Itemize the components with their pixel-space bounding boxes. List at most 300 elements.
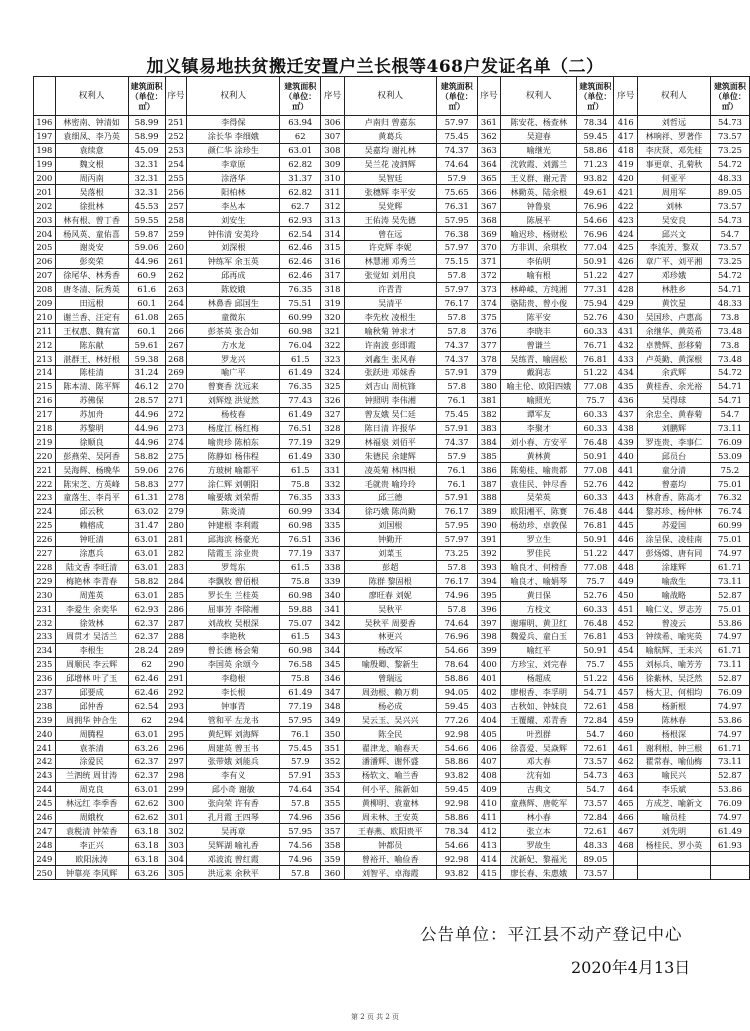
cell-area: 62.7 [280,199,321,213]
cell-seq: 334 [321,504,345,518]
page-number: 第 2 页 共 2 页 [350,1013,400,1021]
cell-seq: 440 [614,449,638,463]
cell-name: 屈事芳 李除湘 [187,602,280,616]
cell-seq: 432 [614,338,638,352]
table-row [34,504,750,518]
cell-seq: 199 [34,157,56,171]
cell-area: 61.6 [128,282,165,296]
cell-area: 62.62 [128,796,165,810]
cell-area: 62.82 [280,157,321,171]
cell-name [638,866,711,880]
cell-seq: 285 [165,588,187,602]
cell-area: 45.09 [128,143,165,157]
cell-name: 曾嘉均 [638,477,711,491]
cell-area: 76.48 [577,504,614,518]
cell-seq: 267 [165,338,187,352]
cell-seq: 466 [614,810,638,824]
cell-area: 44.96 [128,407,165,421]
cell-seq: 230 [34,588,56,602]
cell-area: 73.57 [577,754,614,768]
table-row [34,838,750,852]
cell-seq: 433 [614,352,638,366]
cell-name: 王覆耀、邓青香 [501,713,577,727]
header-area: 建筑面积（单位：㎡） [436,77,477,116]
table-row [34,185,750,199]
cell-area: 73.25 [436,546,477,560]
cell-seq: 456 [614,671,638,685]
cell-seq: 391 [477,532,501,546]
cell-area: 63.01 [128,560,165,574]
cell-name: 邱员台 [638,449,711,463]
cell-name: 田远根 [55,296,128,310]
table-row [34,366,750,380]
cell-seq: 415 [477,866,501,880]
table-row [34,727,750,741]
cell-name: 林响祥、罗著作 [638,129,711,143]
cell-seq: 387 [477,477,501,491]
cell-area: 54.72 [710,268,749,282]
table-row [34,477,750,491]
cell-name: 黎苏珍、杨仲林 [638,504,711,518]
cell-name: 苏爱国 [638,518,711,532]
cell-name: 林有根、曾丁香 [55,213,128,227]
cell-name: 赖榕成 [55,518,128,532]
cell-seq: 269 [165,366,187,380]
cell-name: 涂雄辉 [638,560,711,574]
cell-area: 59.38 [128,352,165,366]
cell-name: 李长根 [187,685,280,699]
cell-seq: 345 [321,657,345,671]
cell-name: 喻迟珍、杨财松 [501,227,577,241]
cell-area: 58.86 [577,143,614,157]
cell-name: 沈新妃、黎福光 [501,852,577,866]
cell-area: 62.46 [128,685,165,699]
cell-name: 刘深根 [187,241,280,255]
cell-name: 王佑涛 吴先德 [344,213,436,227]
cell-seq: 229 [34,574,56,588]
cell-area: 62.54 [280,227,321,241]
cell-area: 93.82 [436,866,477,880]
cell-name: 喻红平 [501,643,577,657]
cell-area: 63.26 [128,741,165,755]
cell-name: 刘标兵、喻芳芳 [638,657,711,671]
cell-seq: 252 [165,129,187,143]
cell-name: 杨幼珍、卓敦保 [501,518,577,532]
cell-name: 林小春 [501,810,577,824]
cell-name: 吴得球 [638,393,711,407]
cell-name: 刘战枚 吴根深 [187,616,280,630]
cell-area: 51.22 [577,546,614,560]
table-row [34,685,750,699]
cell-seq: 218 [34,421,56,435]
cell-name: 钟续希、喻宪英 [638,629,711,643]
header-area: 建筑面积（单位：㎡） [577,77,614,116]
cell-area: 76.81 [577,629,614,643]
cell-area: 61.08 [128,310,165,324]
cell-name: 杨必成 [344,699,436,713]
cell-seq: 428 [614,282,638,296]
table-row [34,671,750,685]
cell-name: 陈宋芝、方英峰 [55,477,128,491]
cell-seq: 370 [477,241,501,255]
cell-name: 喻秋菊 钟求才 [344,324,436,338]
cell-area: 63.94 [280,116,321,130]
cell-seq: 235 [34,657,56,671]
cell-area: 93.82 [577,171,614,185]
cell-area: 48.33 [710,171,749,185]
cell-area: 76.35 [280,282,321,296]
cell-seq: 436 [614,393,638,407]
cell-seq: 411 [477,810,501,824]
cell-seq: 413 [477,838,501,852]
cell-name: 魏文根 [55,157,128,171]
cell-name: 余忠全、黄春菊 [638,407,711,421]
cell-name: 黄柳明、袁童林 [344,796,436,810]
cell-seq: 266 [165,324,187,338]
cell-seq: 214 [34,366,56,380]
cell-area: 57.8 [280,796,321,810]
cell-area: 89.05 [710,185,749,199]
cell-area: 53.09 [710,449,749,463]
cell-name: 杨改军 [344,643,436,657]
cell-area: 75.2 [710,463,749,477]
cell-area: 76.96 [577,199,614,213]
cell-area: 92.98 [436,852,477,866]
cell-area: 48.33 [577,838,614,852]
table-row [34,310,750,324]
cell-name: 曾长德 杨会菊 [187,643,280,657]
cell-name: 吴秋平 周要香 [344,616,436,630]
cell-seq: 335 [321,518,345,532]
cell-name: 许克辉 李妮 [344,241,436,255]
cell-seq: 393 [477,560,501,574]
table-row [34,352,750,366]
cell-name: 童分清 [638,463,711,477]
cell-area: 31.47 [128,518,165,532]
cell-seq: 380 [477,379,501,393]
table-row [34,227,750,241]
cell-area: 76.31 [436,199,477,213]
cell-name: 罗故生 [501,838,577,852]
cell-seq: 416 [614,116,638,130]
cell-name: 李艳秋 [187,629,280,643]
cell-area: 76.58 [280,657,321,671]
cell-area: 54.71 [710,379,749,393]
cell-seq: 439 [614,435,638,449]
cell-seq: 246 [34,810,56,824]
cell-seq: 278 [165,491,187,505]
cell-name: 周劲根、赖万莉 [344,685,436,699]
cell-name: 邓珍娥 [638,268,711,282]
cell-area: 75.45 [436,129,477,143]
cell-seq: 383 [477,421,501,435]
cell-seq: 431 [614,324,638,338]
cell-name: 周建英 曾玉书 [187,741,280,755]
cell-name: 杨超成 [501,671,577,685]
cell-name: 魏爱兵、童白玉 [501,629,577,643]
cell-seq: 310 [321,171,345,185]
cell-area: 54.71 [710,393,749,407]
cell-area: 59.55 [128,213,165,227]
cell-name: 李得保 [187,116,280,130]
cell-name: 童微东 [187,310,280,324]
cell-name: 杨新根 [638,699,711,713]
cell-area: 62.37 [128,629,165,643]
cell-area: 74.97 [710,699,749,713]
cell-area: 32.31 [128,157,165,171]
table-row [34,241,750,255]
table-row [34,616,750,630]
cell-area: 75.8 [280,574,321,588]
cell-name: 袁茶清 [55,741,128,755]
cell-name: 刘国根 [344,518,436,532]
cell-name: 徐顺良 [55,435,128,449]
cell-seq: 427 [614,268,638,282]
cell-area: 52.87 [710,588,749,602]
cell-seq: 420 [614,171,638,185]
table-row [34,213,750,227]
cell-seq: 300 [165,796,187,810]
cell-name: 张立本 [501,824,577,838]
cell-name: 王义群、谢元青 [501,171,577,185]
cell-area: 54.72 [710,157,749,171]
cell-area: 58.99 [128,129,165,143]
cell-seq: 241 [34,741,56,755]
cell-seq: 355 [321,796,345,810]
cell-seq: 465 [614,796,638,810]
cell-area: 71.23 [577,157,614,171]
cell-seq: 265 [165,310,187,324]
cell-name: 彭燕荣、吴阿香 [55,449,128,463]
cell-area: 63.18 [128,824,165,838]
cell-name: 袁续意 [55,143,128,157]
cell-name: 邱增林 叶了玉 [55,671,128,685]
cell-area: 54.71 [577,685,614,699]
cell-name: 林更兴 [344,629,436,643]
cell-name: 苏加舟 [55,407,128,421]
cell-name [638,852,711,866]
header-seq: 序号 [165,77,187,116]
cell-name: 钟伟清 安美玲 [187,227,280,241]
cell-name: 凌英菊 林四根 [344,463,436,477]
cell-area: 72.84 [577,713,614,727]
cell-area: 77.19 [280,546,321,560]
cell-area: 74.96 [436,588,477,602]
cell-name: 钟旺清 [55,532,128,546]
cell-name: 林慧湘 邓秀兰 [344,254,436,268]
cell-seq: 203 [34,213,56,227]
cell-name: 喻贵珍 陈柏东 [187,435,280,449]
cell-seq: 210 [34,310,56,324]
cell-area: 74.37 [436,435,477,449]
cell-name: 钟鲁泉 [501,199,577,213]
cell-name: 古典文 [501,782,577,796]
cell-seq: 445 [614,518,638,532]
cell-name: 阳柏林 [187,185,280,199]
cell-area: 73.11 [710,754,749,768]
cell-name: 彭超 [344,560,436,574]
cell-name: 杨大卫、何相均 [638,685,711,699]
cell-area: 51.22 [577,671,614,685]
table-row [34,324,750,338]
cell-name: 刘辉煌 洪觉然 [187,393,280,407]
cell-area: 58.86 [436,810,477,824]
cell-seq: 219 [34,435,56,449]
cell-seq: 430 [614,310,638,324]
cell-area: 77.08 [577,560,614,574]
cell-name: 杨度江 杨红梅 [187,421,280,435]
cell-area: 76.04 [280,338,321,352]
cell-seq: 337 [321,546,345,560]
cell-seq: 377 [477,338,501,352]
cell-name: 许青青 [344,282,436,296]
cell-name: 谭军友 [501,407,577,421]
header-name: 权利人 [344,77,436,116]
cell-name: 喻殷卿、黎新生 [344,657,436,671]
cell-name: 陈姣娥 [187,282,280,296]
cell-area: 77.08 [577,463,614,477]
cell-name: 徐紫林、吴泛然 [638,671,711,685]
cell-area: 61.71 [710,741,749,755]
cell-seq: 317 [321,268,345,282]
cell-area: 73.8 [710,310,749,324]
cell-seq: 312 [321,199,345,213]
cell-name: 刘吉山 周杭锋 [344,379,436,393]
cell-area: 60.99 [280,504,321,518]
cell-name: 刘林 [638,199,711,213]
cell-seq: 290 [165,657,187,671]
cell-area: 76.09 [710,796,749,810]
cell-name: 钟靠亮 李风辉 [55,866,128,880]
cell-area: 78.34 [436,824,477,838]
cell-area: 74.96 [280,852,321,866]
cell-seq: 280 [165,518,187,532]
cell-area: 73.25 [710,254,749,268]
cell-area: 63.01 [280,143,321,157]
cell-seq: 367 [477,199,501,213]
cell-seq: 329 [321,435,345,449]
cell-area: 61.5 [280,629,321,643]
cell-name: 李流芳、黎双 [638,241,711,255]
cell-seq: 453 [614,629,638,643]
cell-seq: 390 [477,518,501,532]
table-row [34,463,750,477]
cell-area: 92.98 [436,727,477,741]
cell-area: 59.45 [577,129,614,143]
cell-name: 王权惠、魏有富 [55,324,128,338]
cell-seq: 443 [614,491,638,505]
cell-name: 毛就贵 喻玲玲 [344,477,436,491]
cell-area: 76.71 [577,338,614,352]
cell-seq: 402 [477,685,501,699]
cell-seq: 283 [165,560,187,574]
cell-area: 76.48 [577,616,614,630]
header-seq: 序号 [477,77,501,116]
cell-seq: 243 [34,768,56,782]
cell-name: 吴海辉、杨晚华 [55,463,128,477]
cell-name: 吴兰花 凌泗辉 [344,157,436,171]
cell-area: 63.01 [128,532,165,546]
cell-name: 陈全民 [344,727,436,741]
cell-area: 57.8 [436,324,477,338]
cell-name: 张向荣 许有香 [187,796,280,810]
cell-seq: 259 [165,227,187,241]
table-row [34,741,750,755]
cell-name: 涂长华 李细娥 [187,129,280,143]
header-name: 权利人 [638,77,711,116]
cell-seq: 407 [477,754,501,768]
cell-name: 喻有根 [501,268,577,282]
cell-name: 方成芝、喻新文 [638,796,711,810]
cell-area: 76.32 [710,491,749,505]
table-row [34,574,750,588]
cell-seq: 288 [165,629,187,643]
cell-name: 喻民兴 [638,768,711,782]
cell-seq: 287 [165,616,187,630]
cell-seq: 408 [477,768,501,782]
cell-area: 61.71 [710,643,749,657]
cell-name: 骆陆贵、曾小俊 [501,296,577,310]
cell-area: 73.48 [710,324,749,338]
cell-area: 61.49 [710,824,749,838]
cell-seq: 212 [34,338,56,352]
cell-name: 林福泉 刘佰平 [344,435,436,449]
cell-seq: 357 [321,824,345,838]
cell-name: 陈桂清 [55,366,128,380]
cell-name: 廖根香、李孚明 [501,685,577,699]
cell-seq: 323 [321,352,345,366]
cell-name: 吴清平 [344,296,436,310]
cell-area: 57.9 [436,449,477,463]
cell-area: 75.8 [280,671,321,685]
cell-area: 76.17 [436,574,477,588]
cell-seq: 437 [614,407,638,421]
cell-seq: 434 [614,366,638,380]
cell-name: 袁细凤、李乃英 [55,129,128,143]
table-row [34,796,750,810]
cell-area: 75.01 [710,602,749,616]
cell-name: 邱三德 [344,491,436,505]
cell-seq: 398 [477,629,501,643]
cell-area: 77.08 [577,379,614,393]
cell-seq: 359 [321,852,345,866]
cell-area: 63.01 [128,782,165,796]
cell-area: 61.49 [280,407,321,421]
cell-seq: 245 [34,796,56,810]
cell-seq: 454 [614,643,638,657]
cell-name: 曾裕开、喻俭香 [344,852,436,866]
cell-area: 73.8 [710,338,749,352]
cell-name: 喻员桂 [638,810,711,824]
cell-seq: 386 [477,463,501,477]
cell-area: 62 [280,129,321,143]
cell-seq: 396 [477,602,501,616]
cell-area: 32.31 [128,171,165,185]
cell-seq: 238 [34,699,56,713]
cell-seq: 255 [165,171,187,185]
cell-seq: 371 [477,254,501,268]
cell-seq: 384 [477,435,501,449]
cell-name: 唐冬清、阮秀英 [55,282,128,296]
cell-name: 杨风英、童佑喜 [55,227,128,241]
cell-area: 28.57 [128,393,165,407]
cell-area: 60.98 [280,643,321,657]
cell-area: 76.81 [577,352,614,366]
cell-name: 李聚才 [501,421,577,435]
cell-area: 75.15 [436,254,477,268]
cell-area: 75.8 [280,477,321,491]
header-row [34,77,750,116]
